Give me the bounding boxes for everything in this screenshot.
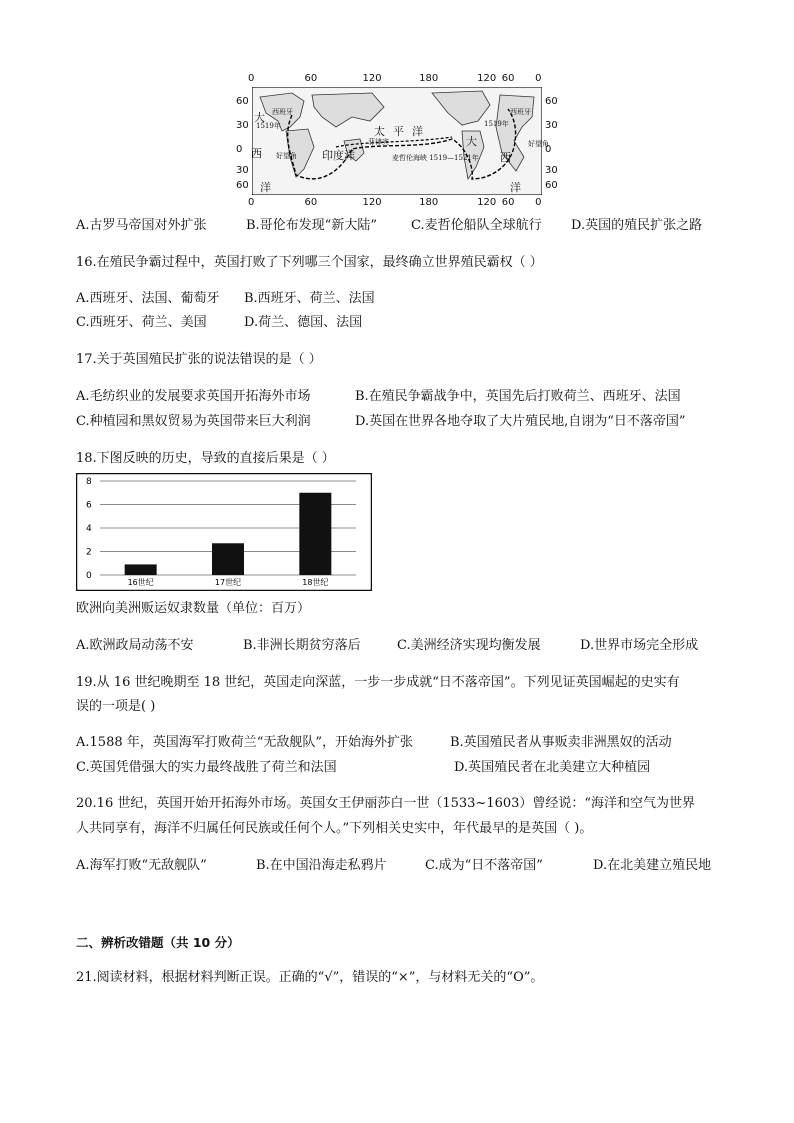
map-tick: 30 bbox=[545, 119, 558, 131]
map-tick: 30 bbox=[545, 165, 558, 177]
map-tick: 0 bbox=[248, 73, 255, 84]
chart-x-tick-label: 18世纪 bbox=[302, 578, 329, 587]
map-tick: 0 bbox=[545, 143, 552, 155]
q19-option-d: D.英国殖民者在北美建立大种植园 bbox=[454, 760, 651, 775]
chart-x-tick-label: 16世纪 bbox=[127, 578, 154, 587]
q17-option-b: B.在殖民争霸战争中，英国先后打败荷兰、西班牙、法国 bbox=[355, 389, 681, 404]
q18-option-a: A.欧洲政局动荡不安 bbox=[76, 638, 194, 653]
q21-stem: 21.阅读材料，根据材料判断正误。正确的“√”，错误的“×”，与材料无关的“O”。 bbox=[76, 970, 544, 985]
map-label-cape-left: 好望角 bbox=[276, 152, 297, 160]
slave-trade-bar-chart bbox=[76, 473, 372, 591]
q15-option-d: D.英国的殖民扩张之路 bbox=[571, 218, 703, 233]
chart-bar bbox=[212, 543, 244, 575]
map-tick: 180 bbox=[419, 73, 439, 84]
map-tick: 60 bbox=[501, 197, 515, 208]
map-label-west-right: 西 bbox=[500, 151, 511, 164]
map-tick: 30 bbox=[236, 119, 249, 131]
bar-chart-svg bbox=[76, 473, 372, 591]
chart-y-tick-label: 4 bbox=[86, 524, 92, 534]
q17-stem: 17.关于英国殖民扩张的说法错误的是（ ） bbox=[76, 352, 322, 367]
q19-stem-line2: 误的一项是( ) bbox=[76, 699, 156, 714]
q18-option-b: B.非洲长期贫穷落后 bbox=[243, 638, 361, 653]
chart-y-tick-label: 2 bbox=[86, 547, 92, 558]
q18-stem: 18.下图反映的历史，导致的直接后果是（ ） bbox=[76, 451, 335, 466]
map-label-indian-ocean: 印度洋 bbox=[322, 149, 355, 162]
chart-caption: 欧洲向美洲贩运奴隶数量（单位：百万） bbox=[76, 601, 311, 616]
q15-option-b: B.哥伦布发现“新大陆” bbox=[246, 218, 377, 233]
chart-x-tick-label: 17世纪 bbox=[214, 578, 242, 587]
q20-option-b: B.在中国沿海走私鸦片 bbox=[256, 858, 387, 873]
map-label-west-left: 西 bbox=[251, 147, 262, 160]
q20-option-d: D.在北美建立殖民地 bbox=[593, 858, 712, 873]
map-tick: 60 bbox=[304, 197, 318, 208]
map-tick: 0 bbox=[535, 73, 542, 84]
voyage-map bbox=[251, 87, 549, 195]
q20-option-c: C.成为“日不落帝国” bbox=[425, 858, 543, 873]
q16-option-a: A.西班牙、法国、葡萄牙 bbox=[76, 291, 220, 306]
map-tick: 120 bbox=[362, 73, 382, 84]
map-tick: 0 bbox=[248, 197, 255, 208]
q15-option-a: A.古罗马帝国对外扩张 bbox=[76, 218, 207, 233]
map-tick: 120 bbox=[477, 73, 497, 84]
q19-option-a: A.1588 年，英国海军打败荷兰“无敌舰队”，开始海外扩张 bbox=[76, 735, 414, 750]
q16-option-d: D.荷兰、德国、法国 bbox=[244, 315, 363, 330]
q17-option-c: C.种植园和黑奴贸易为英国带来巨大利润 bbox=[76, 414, 311, 429]
q19-stem-line1: 19.从 16 世纪晚期至 18 世纪，英国走向深蓝，一步一步成就“日不落帝国”。下列见证英国崛起的史实有 bbox=[76, 675, 680, 690]
map-tick: 180 bbox=[419, 197, 439, 208]
map-label-atlantic-right: 大 bbox=[466, 135, 477, 148]
q15-option-c: C.麦哲伦船队全球航行 bbox=[411, 218, 542, 233]
map-label-ocean-right: 洋 bbox=[510, 181, 521, 194]
map-tick: 60 bbox=[236, 96, 249, 108]
q17-option-a: A.毛纺织业的发展要求英国开拓海外市场 bbox=[76, 389, 311, 404]
map-tick: 60 bbox=[304, 73, 318, 84]
section-2-heading: 二、辨析改错题（共 10 分） bbox=[76, 935, 240, 950]
chart-y-tick-label: 0 bbox=[86, 571, 92, 581]
map-tick: 120 bbox=[477, 197, 497, 208]
map-label-pacific: 太平洋 bbox=[374, 125, 431, 138]
q16-option-c: C.西班牙、荷兰、美国 bbox=[76, 315, 207, 330]
map-label-year-right: 1519年 bbox=[484, 120, 509, 128]
map-label-cape-right: 好望角 bbox=[528, 140, 549, 148]
map-label-philippines: 菲律宾 bbox=[368, 138, 389, 146]
map-tick: 30 bbox=[236, 165, 249, 177]
map-tick: 0 bbox=[535, 197, 542, 208]
map-label-atlantic-left: 大 bbox=[254, 111, 265, 124]
q20-stem-line2: 人共同享有，海洋不归属任何民族或任何个人。”下列相关史实中，年代最早的是英国（ )。 bbox=[76, 821, 593, 836]
world-map-figure bbox=[252, 87, 542, 195]
chart-y-tick-label: 6 bbox=[86, 500, 92, 511]
q20-stem-line1: 20.16 世纪，英国开始开拓海外市场。英国女王伊丽莎白一世（1533~1603）曾经说：“海洋和空气为世界 bbox=[76, 796, 696, 811]
map-label-ocean-left: 洋 bbox=[260, 181, 271, 194]
map-tick: 60 bbox=[501, 73, 515, 84]
q18-option-d: D.世界市场完全形成 bbox=[580, 638, 699, 653]
map-tick: 60 bbox=[236, 180, 249, 192]
map-tick: 120 bbox=[362, 197, 382, 208]
q17-option-d: D.英国在世界各地夺取了大片殖民地,自诩为“日不落帝国” bbox=[355, 414, 686, 429]
chart-y-tick-label: 8 bbox=[86, 477, 92, 487]
q18-option-c: C.美洲经济实现均衡发展 bbox=[397, 638, 541, 653]
map-tick: 0 bbox=[236, 143, 243, 155]
q16-option-b: B.西班牙、荷兰、法国 bbox=[244, 291, 375, 306]
chart-bar bbox=[125, 564, 157, 575]
map-tick: 60 bbox=[545, 180, 558, 192]
q20-option-a: A.海军打败“无敌舰队” bbox=[76, 858, 207, 873]
map-label-strait: 麦哲伦海峡 1519—1521年 bbox=[392, 154, 479, 162]
map-tick: 60 bbox=[545, 96, 558, 108]
q16-stem: 16.在殖民争霸过程中，英国打败了下列哪三个国家，最终确立世界殖民霸权（ ） bbox=[76, 255, 543, 270]
map-label-spain-right: 西班牙 bbox=[510, 108, 531, 116]
chart-bar bbox=[299, 493, 331, 575]
q19-option-c: C.英国凭借强大的实力最终战胜了荷兰和法国 bbox=[76, 760, 337, 775]
q19-option-b: B.英国殖民者从事贩卖非洲黑奴的活动 bbox=[450, 735, 672, 750]
map-label-year-left: 1519年 bbox=[256, 122, 281, 130]
map-label-spain: 西班牙 bbox=[272, 108, 293, 116]
